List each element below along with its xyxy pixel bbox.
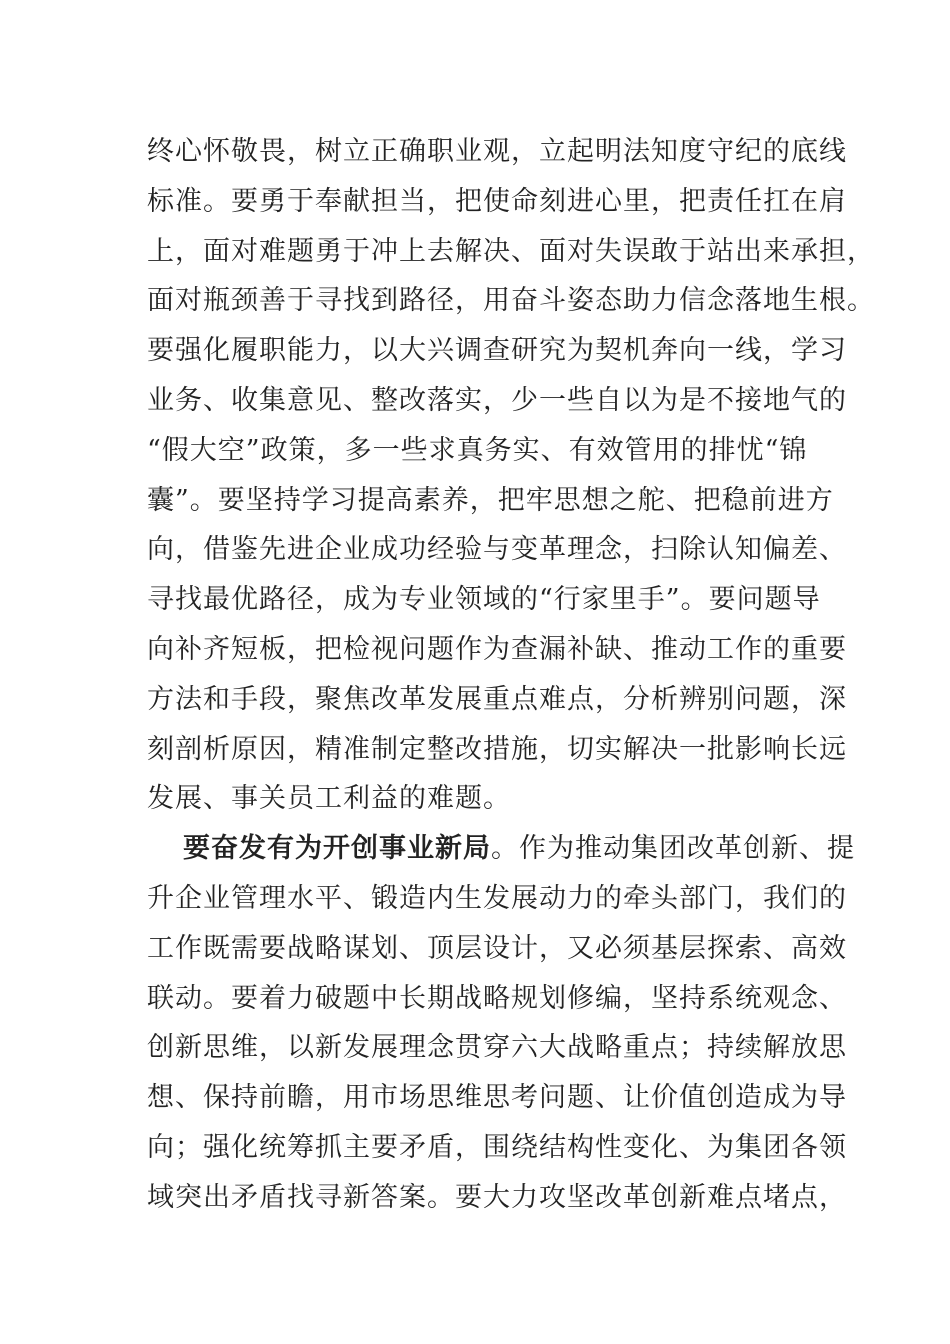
text-line: 终心怀敬畏，树立正确职业观，立起明法知度守纪的底线 xyxy=(147,136,847,167)
paragraph-2-first-line-text: 。作为推动集团改革创新、提 xyxy=(491,833,855,865)
text-line: 向补齐短板，把检视问题作为查漏补缺、推动工作的重要 xyxy=(147,633,847,665)
text-line: 寻找最优路径，成为专业领域的“行家里手”。要问题导 xyxy=(147,584,821,616)
text-line: 向；强化统筹抓主要矛盾，围绕结构性变化、为集团各领 xyxy=(147,1131,847,1163)
body-text xyxy=(147,127,875,1223)
text-line: 面对瓶颈善于寻找到路径，用奋斗姿态助力信念落地生根。 xyxy=(147,285,875,317)
text-line: “假大空”政策，多一些求真务实、有效管用的排忧“锦 xyxy=(147,434,808,466)
text-line: 要强化履职能力，以大兴调查研究为契机奔向一线，学习 xyxy=(147,335,847,367)
text-line: 刻剖析原因，精准制定整改措施，切实解决一批影响长远 xyxy=(147,733,847,765)
text-line: 发展、事关员工利益的难题。 xyxy=(147,783,511,815)
text-line: 上，面对难题勇于冲上去解决、面对失误敢于站出来承担， xyxy=(147,235,875,267)
paragraph-2 xyxy=(147,824,855,1222)
text-line: 标准。要勇于奉献担当，把使命刻进心里，把责任扛在肩 xyxy=(147,185,847,217)
paragraph-2-heading: 要奋发有为开创事业新局 xyxy=(183,833,491,865)
text-line: 想、保持前瞻，用市场思维思考问题、让价值创造成为导 xyxy=(147,1082,847,1114)
text-line: 向，借鉴先进企业成功经验与变革理念，扫除认知偏差、 xyxy=(147,534,847,566)
text-line: 囊”。要坚持学习提高素养，把牢思想之舵、把稳前进方 xyxy=(147,484,834,516)
text-line: 联动。要着力破题中长期战略规划修编，坚持系统观念、 xyxy=(147,982,847,1014)
paragraph-1 xyxy=(147,127,875,824)
text-line: 升企业管理水平、锻造内生发展动力的牵头部门，我们的 xyxy=(147,882,847,914)
text-line: 域突出矛盾找寻新答案。要大力攻坚改革创新难点堵点， xyxy=(147,1181,847,1213)
text-line: 工作既需要战略谋划、顶层设计，又必须基层探索、高效 xyxy=(147,932,847,964)
paragraph-2-first-line xyxy=(147,824,855,874)
text-line: 创新思维，以新发展理念贯穿六大战略重点；持续解放思 xyxy=(147,1032,847,1064)
text-line: 业务、收集意见、整改落实，少一些自以为是不接地气的 xyxy=(147,384,847,416)
text-line: 方法和手段，聚焦改革发展重点难点，分析辨别问题，深 xyxy=(147,683,847,715)
